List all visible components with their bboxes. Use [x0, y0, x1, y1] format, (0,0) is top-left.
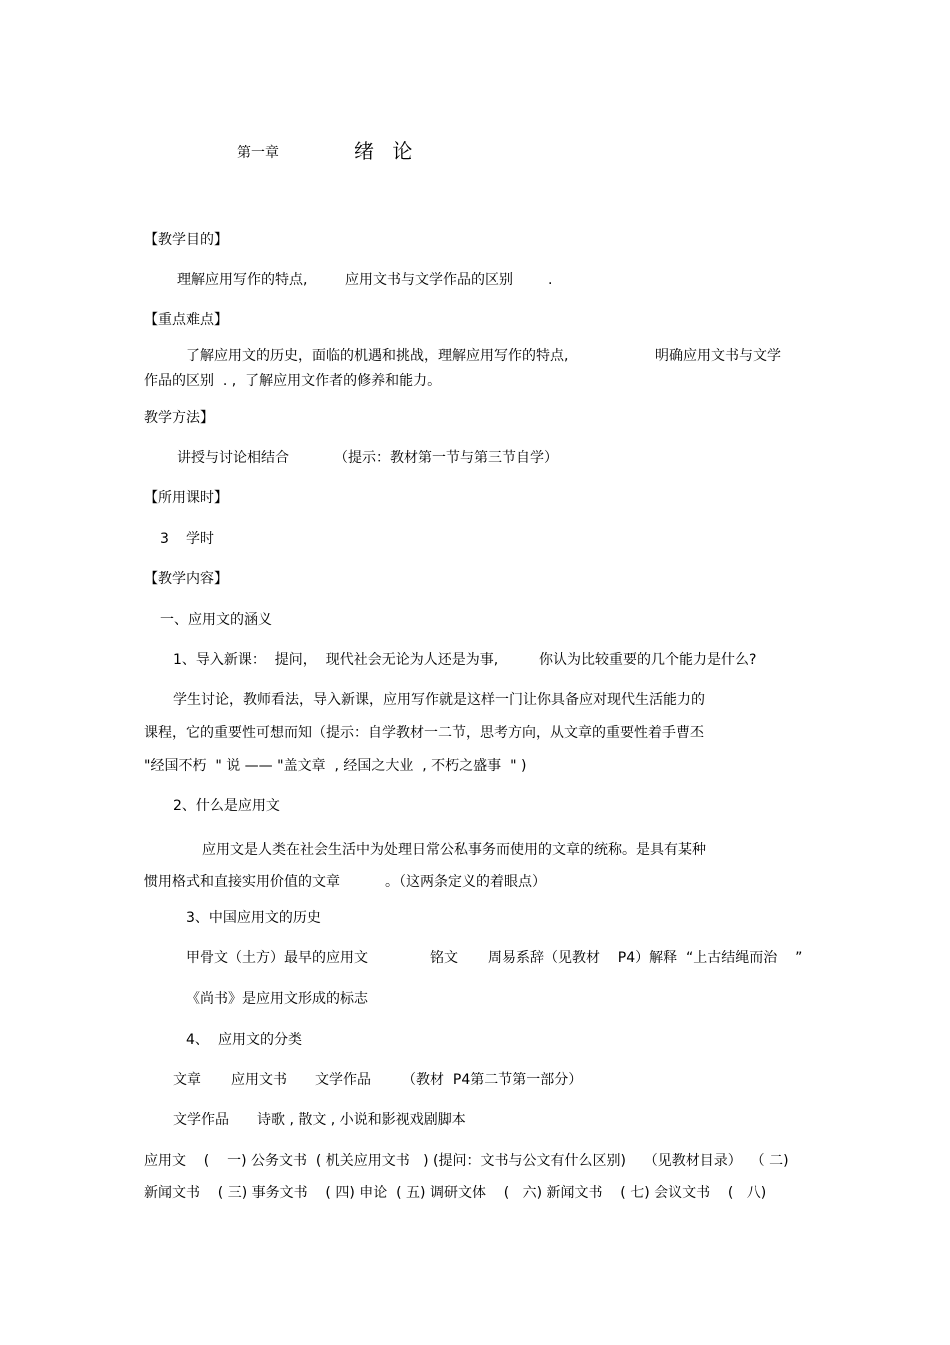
chapter-label: 第一章 [237, 145, 279, 161]
objective-text-b: 应用文书与文学作品的区别 [345, 272, 513, 288]
definition-line-2a: 惯用格式和直接实用价值的文章 [144, 874, 340, 890]
class-text-c: 文学作品 [315, 1072, 371, 1088]
application-line-1: 应用文 ( 一) 公务文书 ( 机关应用文书 ) (提问：文书与公文有什么区别) （见教材目录） （ 二) [144, 1153, 789, 1169]
history-text-b: 铭文 [430, 950, 458, 966]
content-heading: 【教学内容】 [144, 571, 228, 587]
hours-heading: 【所用课时】 [144, 490, 228, 506]
section-1-4-title: 应用文的分类 [218, 1032, 302, 1048]
hours-unit: 学时 [186, 531, 214, 547]
section-1-3-title: 3、中国应用文的历史 [186, 910, 321, 926]
objective-text-a: 理解应用写作的特点, [177, 272, 308, 288]
history-line-2: 《尚书》是应用文形成的标志 [186, 991, 368, 1007]
chapter-title: 绪 论 [354, 139, 419, 163]
literature-list: 诗歌 , 散文 , 小说和影视戏剧脚本 [257, 1112, 466, 1128]
class-text-a: 文章 [173, 1072, 201, 1088]
paragraph-1-line-3: "经国不朽 " 说 —— "盖文章 , 经国之大业 , 不朽之盛事 " ) [144, 758, 527, 774]
section-1-1-a: 1、导入新课： 提问， 现代社会无论为人还是为事, [173, 652, 499, 668]
definition-line-2b: 。（这两条定义的着眼点） [385, 874, 546, 890]
section-1-1-b: 你认为比较重要的几个能力是什么? [539, 652, 757, 668]
section-1-title: 一、应用文的涵义 [160, 612, 272, 628]
section-1-4-number: 4、 [186, 1032, 209, 1048]
literature-label: 文学作品 [173, 1112, 229, 1128]
method-heading: 教学方法】 [144, 410, 214, 426]
hours-number: 3 [160, 531, 169, 547]
class-text-b: 应用文书 [231, 1072, 287, 1088]
method-text-a: 讲授与讨论相结合 [177, 450, 289, 466]
paragraph-1-line-1: 学生讨论，教师看法，导入新课，应用写作就是这样一门让你具备应对现代生活能力的 [173, 692, 705, 708]
method-text-b: （提示：教材第一节与第三节自学） [334, 450, 558, 466]
key-text-1b: 明确应用文书与文学 [655, 348, 781, 364]
key-heading: 【重点难点】 [144, 312, 228, 328]
application-line-2: 新闻文书 ( 三) 事务文书 ( 四) 申论 ( 五) 调研文体 ( 六) 新闻文书 ( 七) 会议文书 ( 八) [144, 1185, 767, 1201]
history-text-c: 周易系辞（见教材 P4）解释 “上古结绳而治 ” [488, 950, 803, 966]
section-1-2-title: 2、什么是应用文 [173, 798, 280, 814]
class-text-d: （教材 P4第二节第一部分） [402, 1072, 583, 1088]
history-text-a: 甲骨文（土方）最早的应用文 [186, 950, 368, 966]
objective-text-c: . [548, 272, 553, 288]
objective-heading: 【教学目的】 [144, 232, 228, 248]
definition-line-1: 应用文是人类在社会生活中为处理日常公私事务而使用的文章的统称。是具有某种 [202, 842, 706, 858]
key-text-1a: 了解应用文的历史，面临的机遇和挑战，理解应用写作的特点, [186, 348, 569, 364]
paragraph-1-line-2: 课程，它的重要性可想而知（提示：自学教材一二节，思考方向，从文章的重要性着手曹丕 [144, 725, 704, 741]
key-text-2: 作品的区别 . , 了解应用文作者的修养和能力。 [144, 373, 442, 389]
